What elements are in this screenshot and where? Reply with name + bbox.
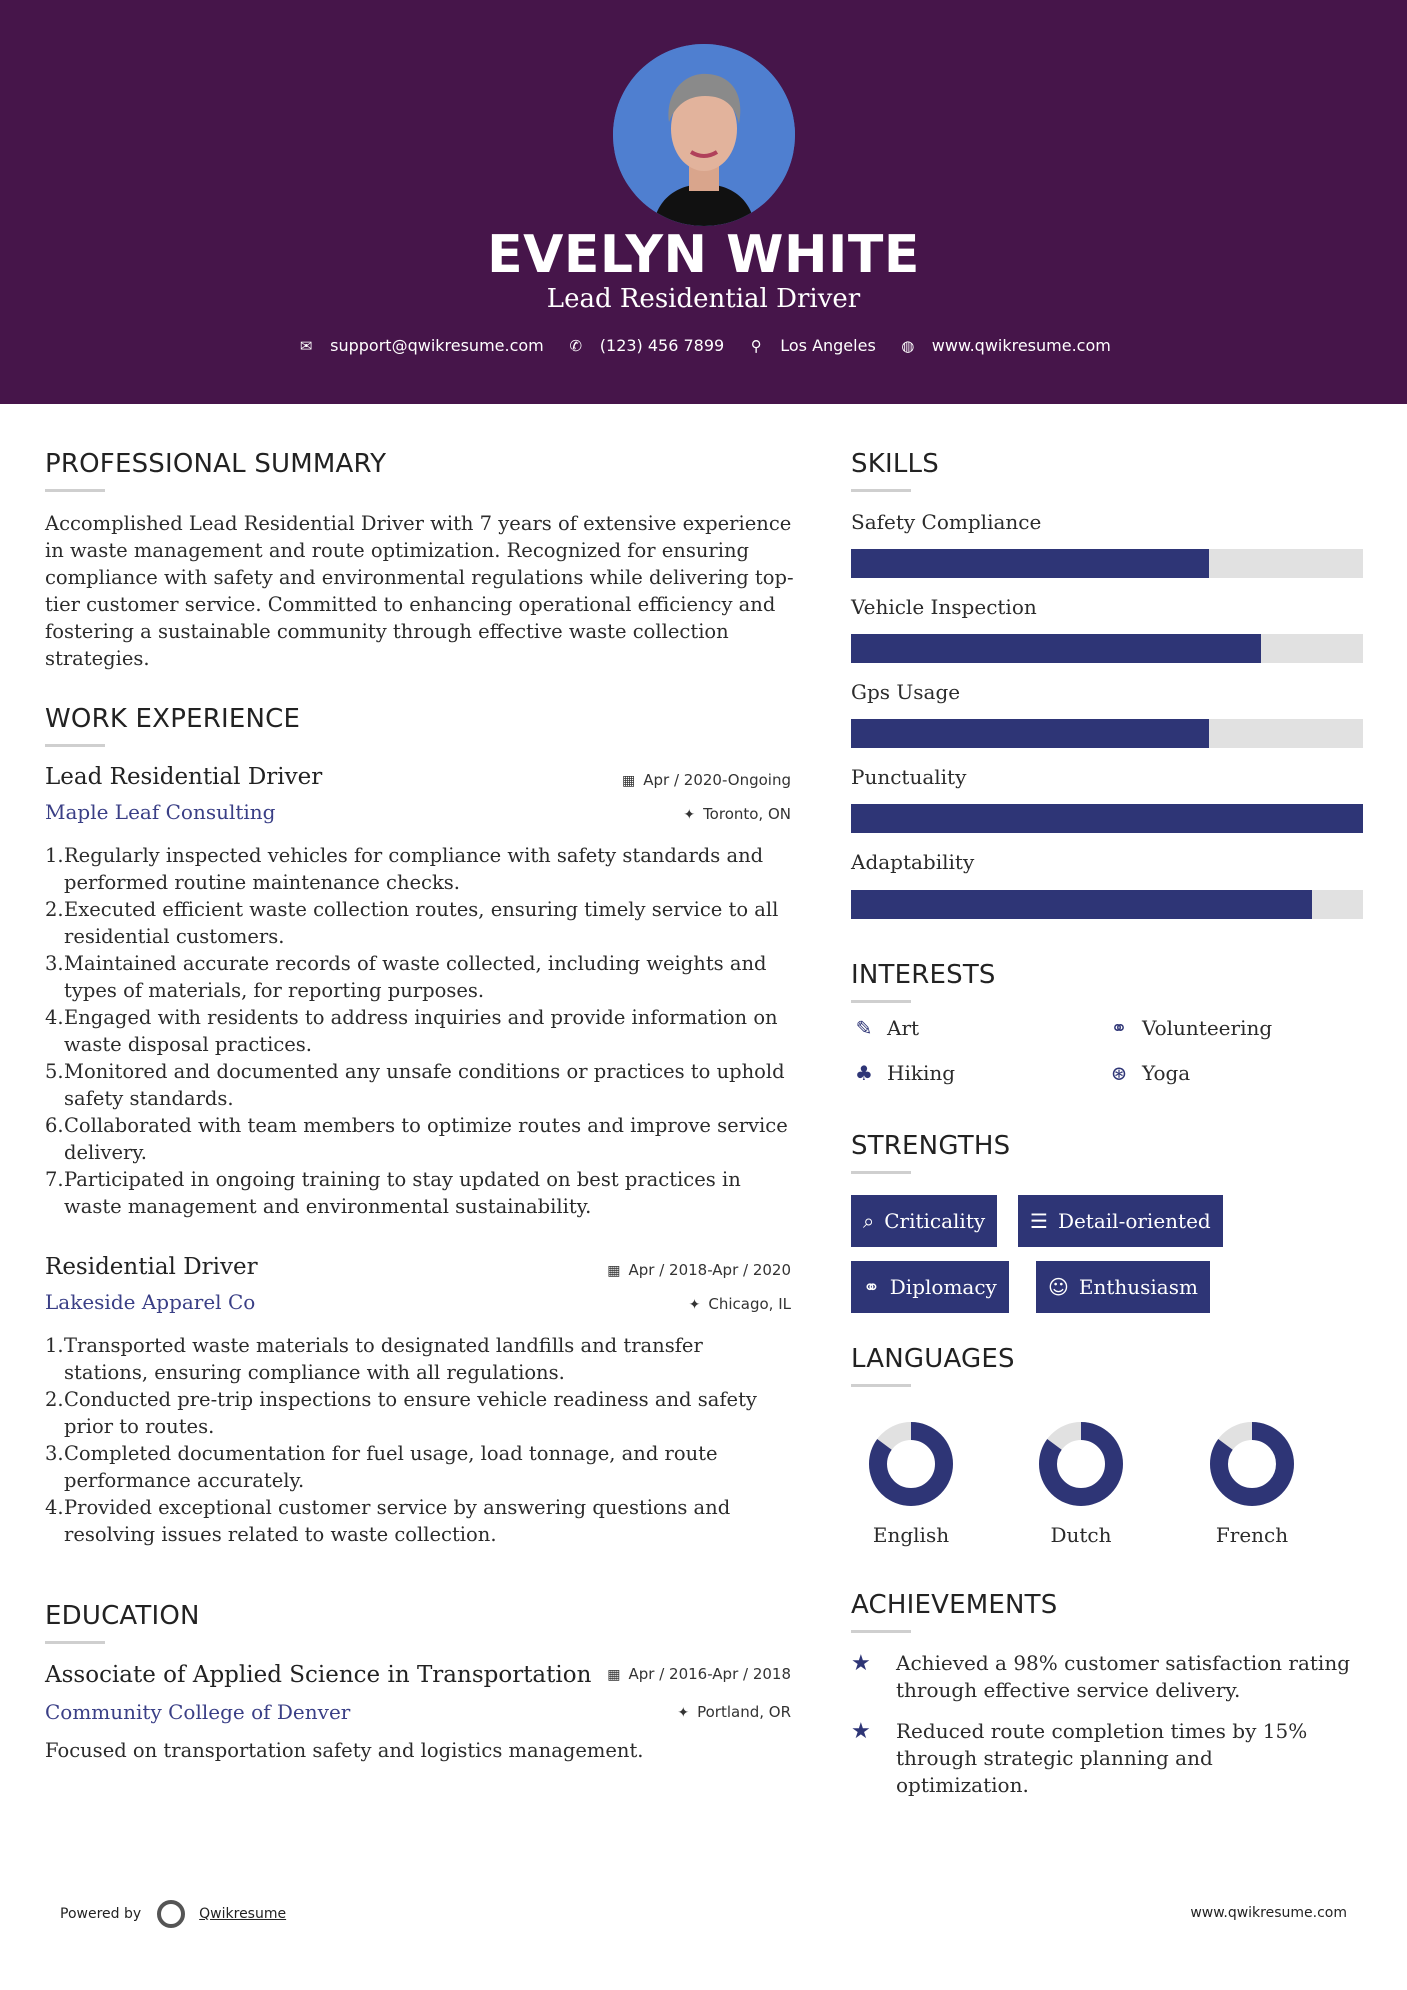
summary-heading: PROFESSIONAL SUMMARY: [45, 449, 387, 479]
interest-item: [1106, 1061, 1190, 1085]
list-item: 2. Executed efficient waste collection routes, ensuring timely service to all residential customers.: [45, 898, 779, 948]
candidate-title: Lead Residential Driver: [546, 284, 861, 314]
degree-title: Associate of Applied Science in Transportation: [45, 1662, 592, 1688]
pin-icon: ✦: [688, 1297, 701, 1313]
education-dates-text: Apr / 2016-Apr / 2018: [628, 1665, 791, 1683]
paintbrush-icon: ✎: [855, 1016, 873, 1040]
list-item: 3. Maintained accurate records of waste collected, including weights and types of materials, for reporting purposes.: [45, 952, 767, 1002]
experience-divider: [45, 744, 105, 747]
interests-heading: INTERESTS: [851, 960, 996, 990]
job-company: Lakeside Apparel Co: [45, 1290, 256, 1314]
contact-bar: [0, 336, 1407, 355]
strengths-divider: [851, 1171, 911, 1174]
skill-label: Safety Compliance: [851, 510, 1042, 534]
job-bullets: [45, 842, 790, 1220]
education-location: [677, 1703, 791, 1721]
bullet-text: Monitored and documented any unsafe conditions or practices to uphold safety standards.: [64, 1060, 785, 1110]
language-item: [1177, 1421, 1327, 1547]
resume-header: [0, 0, 1407, 404]
interest-item: [1106, 1016, 1272, 1040]
bullet-text: Executed efficient waste collection routes, ensuring timely service to all residential customers.: [64, 898, 779, 948]
profile-photo: [613, 44, 795, 226]
language-label: English: [872, 1523, 950, 1547]
language-item: [1006, 1421, 1156, 1547]
strength-chip: [1036, 1261, 1210, 1313]
language-ring: [1038, 1421, 1124, 1507]
skill-bar: [851, 549, 1363, 578]
achievement-text: Achieved a 98% customer satisfaction rating through effective service delivery.: [896, 1651, 1351, 1702]
contact-email-text: support@qwikresume.com: [330, 336, 544, 355]
strength-chip: [1018, 1195, 1223, 1247]
skill-bar: [851, 804, 1363, 833]
skill-label: Vehicle Inspection: [851, 595, 1037, 619]
bullet-text: Conducted pre-trip inspections to ensure vehicle readiness and safety prior to routes.: [64, 1388, 757, 1438]
summary-divider: [45, 489, 105, 492]
strength-chip: [851, 1261, 1009, 1313]
achievements-heading: ACHIEVEMENTS: [851, 1590, 1058, 1620]
tree-icon: ♣: [855, 1061, 873, 1085]
job-location-text: Toronto, ON: [703, 805, 791, 823]
skill-bar-fill: [851, 804, 1363, 833]
search-icon: ⌕: [863, 1209, 875, 1233]
skill-bar: [851, 719, 1363, 748]
star-icon: ★: [851, 1651, 871, 1676]
job-title: Lead Residential Driver: [45, 764, 323, 790]
star-icon: ★: [851, 1719, 871, 1744]
powered-by-text: Powered by: [60, 1906, 142, 1922]
interest-item: [851, 1061, 955, 1085]
list-item: 4. Provided exceptional customer service by answering questions and resolving issues related to waste collection.: [45, 1496, 731, 1546]
language-label: Dutch: [1050, 1523, 1112, 1547]
achievement-text: Reduced route completion times by 15% through strategic planning and optimization.: [896, 1719, 1308, 1797]
list-item: 1. Transported waste materials to designated landfills and transfer stations, ensuring compliance with all regulations.: [45, 1334, 703, 1384]
bullet-text: Completed documentation for fuel usage, load tonnage, and route performance accurately.: [64, 1442, 718, 1492]
interests-divider: [851, 1000, 911, 1003]
bullet-text: Collaborated with team members to optimize routes and improve service delivery.: [64, 1114, 788, 1164]
job-title: Residential Driver: [45, 1254, 258, 1280]
list-item: 6. Collaborated with team members to optimize routes and improve service delivery.: [45, 1114, 788, 1164]
school-name: Community College of Denver: [45, 1700, 351, 1724]
brand-link[interactable]: Qwikresume: [199, 1906, 287, 1922]
list-icon: ☰: [1030, 1209, 1048, 1233]
interest-label: Art: [887, 1016, 920, 1040]
contact-website[interactable]: [898, 336, 1111, 355]
pin-icon: ✦: [677, 1705, 690, 1721]
skill-bar: [851, 890, 1363, 919]
interest-label: Hiking: [887, 1061, 956, 1085]
strength-chip: [851, 1195, 997, 1247]
skill-bar-fill: [851, 549, 1209, 578]
education-description: Focused on transportation safety and logistics management.: [45, 1739, 644, 1762]
language-ring: [868, 1421, 954, 1507]
envelope-icon: ✉: [299, 336, 313, 355]
handshake-icon: ⚭: [863, 1275, 880, 1299]
footer-url[interactable]: www.qwikresume.com: [1190, 1905, 1347, 1921]
experience-heading: WORK EXPERIENCE: [45, 704, 301, 734]
list-item: 4. Engaged with residents to address inquiries and provide information on waste disposal practices.: [45, 1006, 778, 1056]
interest-label: Volunteering: [1142, 1016, 1273, 1040]
list-item: 3. Completed documentation for fuel usage, load tonnage, and route performance accurately.: [45, 1442, 718, 1492]
skill-label: Punctuality: [851, 765, 967, 789]
handshake-icon: ⚭: [1110, 1016, 1128, 1040]
job-dates: [622, 771, 791, 789]
calendar-icon: ▦: [607, 1667, 621, 1683]
map-pin-icon: ⚲: [750, 336, 762, 355]
summary-text: Accomplished Lead Residential Driver with 7 years of extensive experience in waste management and route optimization. Recognized for ensuring compliance with safety and environmental regulations while delivering top-tier customer service. Committed to enhancing operational efficiency and fostering a sustainable community through effective waste collection strategies.: [45, 512, 794, 670]
job-company: Maple Leaf Consulting: [45, 800, 276, 824]
achievements-divider: [851, 1630, 911, 1633]
list-item: 7. Participated in ongoing training to stay updated on best practices in waste management and environmental sustainability.: [45, 1168, 741, 1218]
pin-icon: ✦: [683, 807, 696, 823]
language-item: [836, 1421, 986, 1547]
skill-bar: [851, 634, 1363, 663]
lifebuoy-icon: ⊛: [1110, 1061, 1128, 1085]
calendar-icon: ▦: [622, 773, 636, 789]
contact-email[interactable]: [296, 336, 544, 355]
strength-label: Criticality: [884, 1209, 986, 1233]
education-divider: [45, 1641, 105, 1644]
job-location: [683, 805, 791, 823]
education-heading: EDUCATION: [45, 1601, 200, 1631]
bullet-text: Maintained accurate records of waste collected, including weights and types of materials, for reporting purposes.: [64, 952, 767, 1002]
contact-location-text: Los Angeles: [780, 336, 876, 355]
bullet-text: Engaged with residents to address inquiries and provide information on waste disposal practices.: [64, 1006, 778, 1056]
job-dates-text: Apr / 2020-Ongoing: [643, 771, 791, 789]
contact-location: [746, 336, 876, 355]
language-ring: [1209, 1421, 1295, 1507]
interest-label: Yoga: [1142, 1061, 1191, 1085]
bullet-text: Transported waste materials to designated landfills and transfer stations, ensuring compliance with all regulations.: [64, 1334, 703, 1384]
languages-heading: LANGUAGES: [851, 1344, 1015, 1374]
skill-bar-fill: [851, 719, 1209, 748]
contact-website-text: www.qwikresume.com: [931, 336, 1111, 355]
job-location: [689, 1295, 791, 1313]
skill-bar-fill: [851, 634, 1261, 663]
skill-label: Adaptability: [851, 850, 975, 874]
phone-icon: ✆: [569, 336, 583, 355]
skills-divider: [851, 489, 911, 492]
achievement-item: [851, 1718, 1351, 1799]
list-item: 1. Regularly inspected vehicles for compliance with safety standards and performed routine maintenance checks.: [45, 844, 764, 894]
skills-heading: SKILLS: [851, 449, 939, 479]
achievement-item: [851, 1650, 1351, 1704]
skill-bar-fill: [851, 890, 1312, 919]
globe-icon: ◍: [901, 336, 915, 355]
education-dates: [607, 1665, 791, 1683]
strength-label: Detail-oriented: [1057, 1209, 1211, 1233]
job-dates: [607, 1261, 791, 1279]
calendar-icon: ▦: [607, 1263, 621, 1279]
bullet-text: Participated in ongoing training to stay updated on best practices in waste management and environmental sustainability.: [64, 1168, 741, 1218]
job-dates-text: Apr / 2018-Apr / 2020: [628, 1261, 791, 1279]
strengths-heading: STRENGTHS: [851, 1131, 1011, 1161]
strength-label: Enthusiasm: [1078, 1275, 1198, 1299]
list-item: 2. Conducted pre-trip inspections to ensure vehicle readiness and safety prior to routes.: [45, 1388, 757, 1438]
job-location-text: Chicago, IL: [708, 1295, 791, 1313]
strength-label: Diplomacy: [889, 1275, 997, 1299]
contact-phone[interactable]: [566, 336, 724, 355]
bullet-text: Provided exceptional customer service by answering questions and resolving issues related to waste collection.: [64, 1496, 731, 1546]
candidate-name: EVELYN WHITE: [487, 225, 920, 285]
education-location-text: Portland, OR: [697, 1703, 791, 1721]
interest-item: [851, 1016, 919, 1040]
avatar: [613, 44, 795, 226]
language-label: French: [1215, 1523, 1289, 1547]
bullet-text: Regularly inspected vehicles for compliance with safety standards and performed routine maintenance checks.: [64, 844, 764, 894]
skill-label: Gps Usage: [851, 680, 961, 704]
list-item: 5. Monitored and documented any unsafe conditions or practices to uphold safety standards.: [45, 1060, 785, 1110]
contact-phone-text: (123) 456 7899: [599, 336, 725, 355]
footer-branding: [60, 1900, 286, 1928]
job-bullets: [45, 1332, 790, 1548]
smile-icon: ☺: [1048, 1275, 1069, 1299]
languages-divider: [851, 1384, 911, 1387]
qwikresume-logo-icon: [157, 1900, 185, 1928]
